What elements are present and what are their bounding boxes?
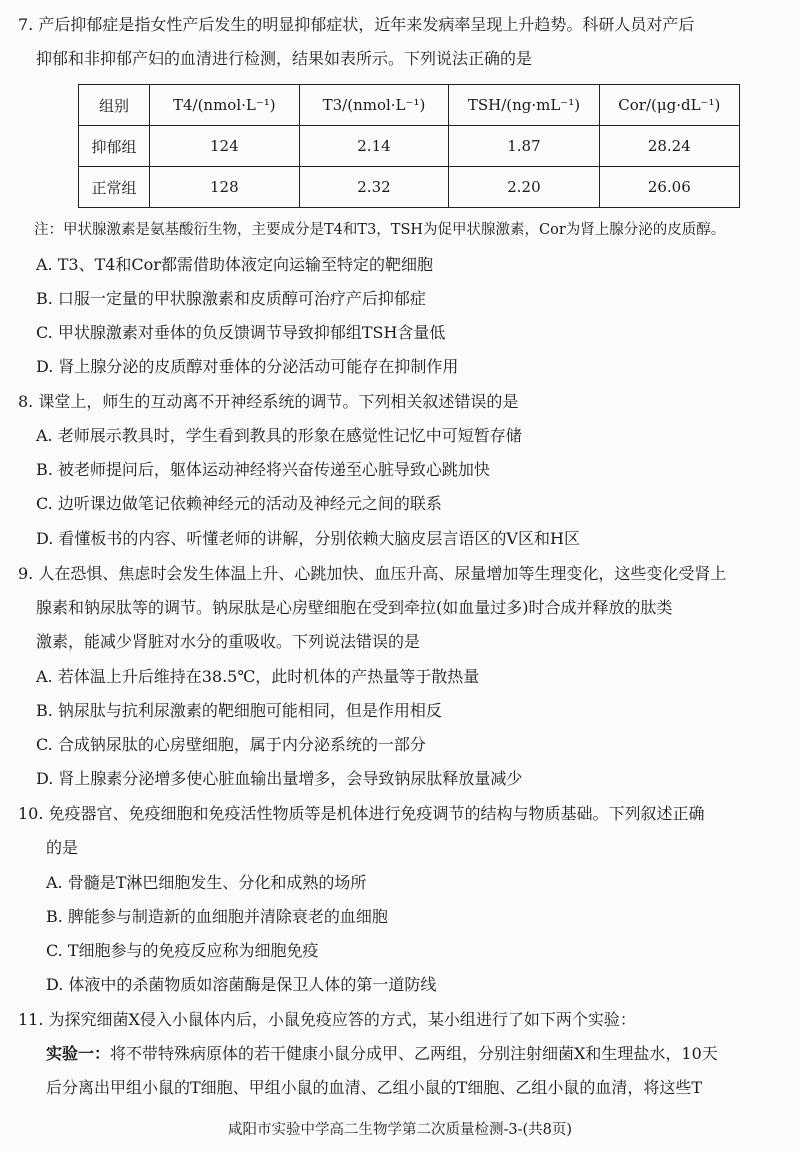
table-cell: 124 [149,126,299,167]
q10-option-d: D. 体液中的杀菌物质如溶菌酶是保卫人体的第一道防线 [46,975,437,994]
table-cell: 128 [149,167,299,208]
q10-stem-line-1: 10. 免疫器官、免疫细胞和免疫活性物质等是机体进行免疫调节的结构与物质基础。下列叙述正确 [18,804,705,823]
q10-option-c: C. T细胞参与的免疫反应称为细胞免疫 [46,941,319,960]
table-header-cell: 组别 [79,85,150,126]
q7-note: 注：甲状腺激素是氨基酸衍生物，主要成分是T4和T3，TSH为促甲状腺激素，Cor为肾上腺分泌的皮质醇。 [34,222,726,238]
q7-stem-line-1: 7. 产后抑郁症是指女性产后发生的明显抑郁症状，近年来发病率呈现上升趋势。科研人员对产后 [18,15,695,34]
q11-experiment-text: 将不带特殊病原体的若干健康小鼠分成甲、乙两组，分别注射细菌X和生理盐水，10天 [110,1044,718,1063]
table-cell: 2.20 [449,167,599,208]
table-cell: 2.14 [299,126,449,167]
q7-data-table [78,84,740,208]
table-cell: 26.06 [599,167,739,208]
table-header-row [79,85,740,126]
q7-option-b: B. 口服一定量的甲状腺激素和皮质醇可治疗产后抑郁症 [36,289,426,308]
q7-option-c: C. 甲状腺激素对垂体的负反馈调节导致抑郁组TSH含量低 [36,323,446,342]
q8-option-d: D. 看懂板书的内容、听懂老师的讲解，分别依赖大脑皮层言语区的V区和H区 [36,529,580,548]
q10-option-a: A. 骨髓是T淋巴细胞发生、分化和成熟的场所 [46,873,367,892]
q9-option-a: A. 若体温上升后维持在38.5℃，此时机体的产热量等于散热量 [36,667,480,686]
table-header-cell: T3/(nmol·L⁻¹) [299,85,449,126]
table-header-cell: T4/(nmol·L⁻¹) [149,85,299,126]
table-cell: 抑郁组 [79,126,150,167]
table-cell: 2.32 [299,167,449,208]
q11-experiment-label: 实验一： [46,1044,111,1063]
table-row [79,126,740,167]
table-header-cell: Cor/(μg·dL⁻¹) [599,85,739,126]
page-footer: 咸阳市实验中学高二生物学第二次质量检测-3-(共8页) [227,1122,573,1138]
table-cell: 正常组 [79,167,150,208]
table-row [79,167,740,208]
q10-option-b: B. 脾能参与制造新的血细胞并清除衰老的血细胞 [46,907,388,926]
q7-stem-line-2: 抑郁和非抑郁产妇的血清进行检测，结果如表所示。下列说法正确的是 [36,49,533,68]
q8-option-a: A. 老师展示教具时，学生看到教具的形象在感觉性记忆中可短暂存储 [36,426,522,445]
table-cell: 28.24 [599,126,739,167]
table-cell: 1.87 [449,126,599,167]
table-header-cell: TSH/(ng·mL⁻¹) [449,85,599,126]
q10-stem-line-2: 的是 [46,838,79,857]
q11-experiment-line-1 [46,1043,718,1065]
q8-stem: 8. 课堂上，师生的互动离不开神经系统的调节。下列相关叙述错误的是 [18,392,519,411]
q9-option-c: C. 合成钠尿肽的心房壁细胞，属于内分泌系统的一部分 [36,735,426,754]
q9-stem-line-3: 激素，能减少肾脏对水分的重吸收。下列说法错误的是 [36,632,421,651]
q8-option-c: C. 边听课边做笔记依赖神经元的活动及神经元之间的联系 [36,494,442,513]
q11-experiment-line-2: 后分离出甲组小鼠的T细胞、甲组小鼠的血清、乙组小鼠的T细胞、乙组小鼠的血清，将这些T [46,1078,703,1097]
q9-stem-line-2: 腺素和钠尿肽等的调节。钠尿肽是心房壁细胞在受到牵拉(如血量过多)时合成并释放的肽类 [36,598,673,617]
q7-option-d: D. 肾上腺分泌的皮质醇对垂体的分泌活动可能存在抑制作用 [36,357,459,376]
q7-option-a: A. T3、T4和Cor都需借助体液定向运输至特定的靶细胞 [36,255,433,274]
q11-stem: 11. 为探究细菌X侵入小鼠体内后，小鼠免疫应答的方式，某小组进行了如下两个实验： [18,1010,636,1029]
q8-option-b: B. 被老师提问后，躯体运动神经将兴奋传递至心脏导致心跳加快 [36,460,490,479]
q9-option-b: B. 钠尿肽与抗利尿激素的靶细胞可能相同，但是作用相反 [36,701,442,720]
q9-stem-line-1: 9. 人在恐惧、焦虑时会发生体温上升、心跳加快、血压升高、尿量增加等生理变化，这些变化受肾上 [18,564,727,583]
q9-option-d: D. 肾上腺素分泌增多使心脏血输出量增多，会导致钠尿肽释放量减少 [36,769,523,788]
